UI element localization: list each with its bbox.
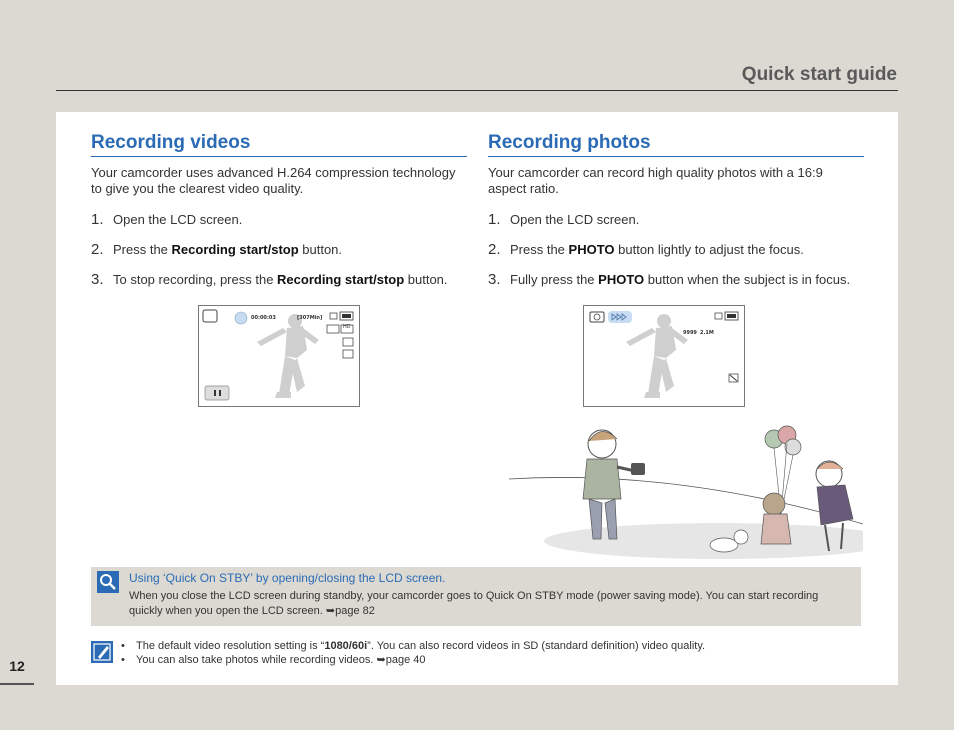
step-text: Press the Recording start/stop button. — [113, 242, 343, 257]
photos-step — [488, 271, 864, 301]
step-text: Open the LCD screen. — [113, 212, 243, 227]
video-lcd-screen — [198, 305, 360, 407]
photos-step — [488, 241, 864, 271]
header-rule — [56, 90, 898, 91]
step-number: 3. — [488, 271, 501, 288]
photo-screen-illustration — [584, 306, 744, 406]
tip-box — [91, 567, 861, 626]
step-text: To stop recording, press the Recording start/stop button. — [113, 272, 448, 287]
page-number: 12 — [9, 658, 25, 674]
video-remaining-readout: [307Min] — [297, 315, 323, 321]
photos-step — [488, 211, 864, 241]
step-text: Fully press the PHOTO button when the subject is in focus. — [510, 272, 851, 287]
step-number: 1. — [91, 211, 104, 228]
page-number-rule — [0, 683, 34, 685]
step-text: Press the PHOTO button lightly to adjust the focus. — [510, 242, 804, 257]
tip-body: When you close the LCD screen during standby, your camcorder goes to Quick On STBY mode (power saving mode). You can start recording quickly when you open the LCD screen. ➥page 82 — [129, 590, 819, 617]
page-reference-link[interactable]: ➥page 82 — [325, 605, 375, 617]
videos-step — [91, 211, 467, 241]
notes-section — [91, 639, 705, 667]
photo-lcd-screen — [583, 305, 745, 407]
videos-step — [91, 271, 467, 301]
photo-count-readout: 9999 — [683, 330, 697, 336]
step-number: 1. — [488, 211, 501, 228]
videos-section — [91, 132, 467, 301]
videos-step — [91, 241, 467, 271]
step-number: 3. — [91, 271, 104, 288]
videos-section-title: Recording videos — [91, 132, 467, 157]
videos-steps — [91, 211, 467, 301]
step-text: Open the LCD screen. — [510, 212, 640, 227]
photo-scene-illustration — [509, 419, 863, 559]
video-hd-badge: HD — [343, 324, 351, 330]
video-screen-illustration — [199, 306, 359, 406]
video-time-readout: 00:00:03 — [251, 315, 276, 321]
videos-intro: Your camcorder uses advanced H.264 compression technology to give you the clearest video quality. — [91, 165, 456, 196]
photos-section — [488, 132, 864, 301]
step-number: 2. — [488, 241, 501, 258]
magnifier-icon — [97, 571, 119, 593]
tip-title: Using ‘Quick On STBY’ by opening/closing the LCD screen. — [129, 571, 446, 585]
page-header-title: Quick start guide — [741, 64, 897, 85]
step-number: 2. — [91, 241, 104, 258]
note-item: • The default video resolution setting is “1080/60i”. You can also record videos in SD (standard definition) video quality. — [91, 639, 705, 653]
photos-steps — [488, 211, 864, 301]
note-item: • You can also take photos while recording videos. ➥page 40 — [91, 653, 705, 667]
photos-section-title: Recording photos — [488, 132, 864, 157]
photos-intro: Your camcorder can record high quality photos with a 16:9 aspect ratio. — [488, 165, 823, 196]
photo-resolution-readout: 2.1M — [700, 330, 714, 336]
content-panel — [56, 112, 898, 685]
